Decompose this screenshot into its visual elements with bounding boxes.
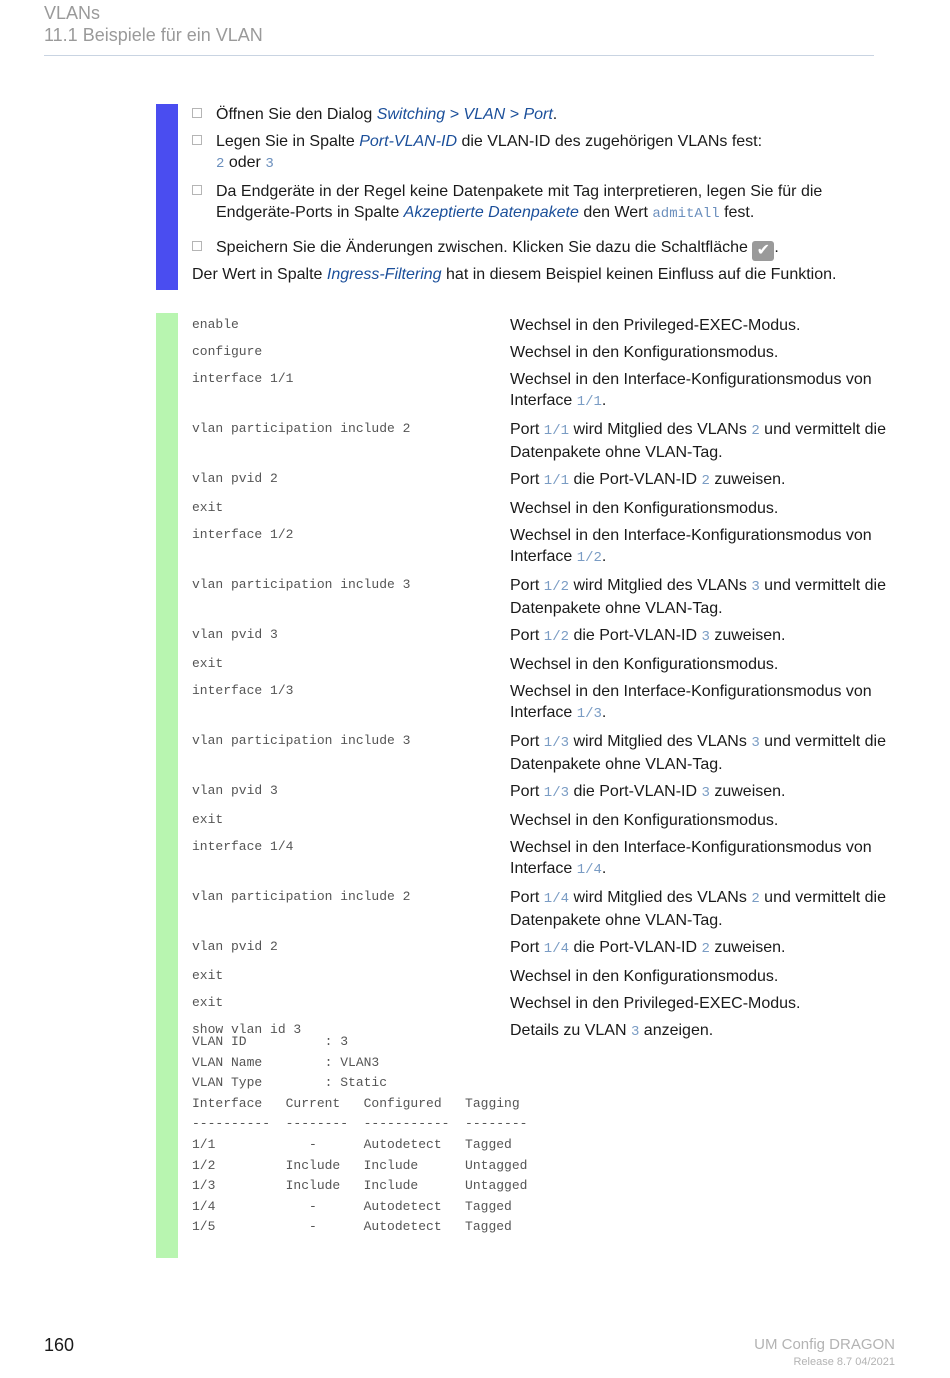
description-text: zuweisen. [709,783,786,800]
cli-command: vlan pvid 2 [192,939,278,954]
step-text: Öffnen Sie den Dialog [216,106,377,123]
description-text: . [601,548,607,565]
cli-description [510,315,892,342]
description-text: Wechsel in den Interface-Konfigurationsmodus von Interface [510,839,872,877]
cli-command: interface 1/2 [192,527,294,542]
step-text: Legen Sie in Spalte [216,133,360,150]
checkbox-icon [192,135,202,145]
description-text: Port [510,421,544,438]
description-text: wird Mitglied des VLANs [569,889,752,906]
header-rule [44,55,874,56]
checkbox-icon [192,185,202,195]
step-text: Da Endgeräte in der Regel keine Datenpakete mit Tag interpretieren, legen Sie für die Endgeräte-Ports in Spalte [216,183,823,221]
description-text: Details zu VLAN [510,1022,631,1039]
output-line: 1/3 Include Include Untagged [192,1178,528,1194]
header-section: 11.1 Beispiele für ein VLAN [44,25,263,45]
inline-value: 1/3 [576,706,602,722]
cli-description [510,731,892,781]
release-info: Release 8.7 04/2021 [793,1356,895,1368]
cli-output [192,1032,527,1238]
inline-value: 2 [701,941,710,957]
document-title: UM Config DRAGON [754,1336,895,1353]
cli-description [510,654,892,681]
cli-description [510,419,892,469]
cli-row [192,810,892,837]
cli-row [192,887,892,937]
note-text: hat in diesem Beispiel keinen Einfluss auf die Funktion. [441,266,837,283]
description-text: zuweisen. [709,627,786,644]
output-line: VLAN ID : 3 [192,1034,349,1049]
step-text: . [774,239,779,256]
cli-row [192,781,892,810]
note-text: Der Wert in Spalte [192,266,327,283]
cli-row [192,342,892,369]
description-text: wird Mitglied des VLANs [569,577,752,594]
cli-block-marker [156,313,178,1258]
inline-value: 1/2 [576,550,602,566]
cli-description [510,342,892,369]
output-line: Interface Current Configured Tagging [192,1095,520,1111]
description-text: wird Mitglied des VLANs [569,733,752,750]
cli-command: vlan pvid 3 [192,627,278,642]
cli-command: exit [192,995,224,1010]
cli-row [192,469,892,498]
cli-row [192,731,892,781]
description-text: Port [510,577,544,594]
inline-value: 1/2 [543,629,570,645]
cli-row [192,498,892,525]
cli-row [192,525,892,575]
description-text: Wechsel in den Interface-Konfigurationsmodus von Interface [510,683,872,721]
cli-description [510,966,892,993]
inline-value: 1/4 [543,941,570,957]
cli-command: exit [192,968,224,983]
output-line: ---------- -------- ----------- -------- [192,1116,528,1132]
dialog-path: Switching > VLAN > Port [376,106,553,123]
inline-value: 1/1 [576,394,602,410]
ingress-filtering-note [192,264,836,285]
cli-row [192,575,892,625]
cli-description [510,993,892,1020]
description-text: zuweisen. [709,471,786,488]
cli-command: exit [192,500,224,515]
step-open-dialog [192,104,892,125]
description-text: Wechsel in den Konfigurationsmodus. [510,656,779,673]
cli-command: vlan pvid 2 [192,471,278,486]
cli-description [510,625,892,654]
instruction-block-marker [156,104,178,290]
cli-row [192,369,892,419]
cli-command: vlan participation include 3 [192,733,411,748]
cli-command: interface 1/4 [192,839,294,854]
checkbox-icon [192,108,202,118]
cli-command: vlan participation include 3 [192,577,411,592]
step-text: . [552,106,558,123]
cli-description [510,937,892,966]
description-text: die Port-VLAN-ID [569,783,702,800]
checkbox-icon [192,241,202,251]
cli-description [510,681,892,731]
step-text: oder [224,154,266,171]
step-set-pvid [192,131,892,175]
description-text: Port [510,783,544,800]
vlan-value: 3 [265,156,274,172]
description-text: und vermittelt die Datenpakete ohne VLAN-Tag. [510,577,886,617]
cli-command: configure [192,344,263,359]
step-text: die VLAN-ID des zugehörigen VLANs fest: [457,133,763,150]
description-text: die Port-VLAN-ID [569,627,702,644]
column-name: Ingress-Filtering [326,266,442,283]
inline-value: 1/1 [543,473,570,489]
cli-description [510,837,892,887]
description-text: anzeigen. [639,1022,714,1039]
step-text: den Wert [578,204,653,221]
column-name: Port-VLAN-ID [359,133,458,150]
description-text: Wechsel in den Privileged-EXEC-Modus. [510,995,801,1012]
step-save [192,237,892,261]
description-text: Wechsel in den Interface-Konfigurationsmodus von Interface [510,371,872,409]
description-text: die Port-VLAN-ID [569,939,702,956]
step-text: fest. [719,204,755,221]
cli-command: vlan participation include 2 [192,421,411,436]
cli-row [192,937,892,966]
cli-command: vlan participation include 2 [192,889,411,904]
description-text: Port [510,471,544,488]
step-text: Speichern Sie die Änderungen zwischen. Klicken Sie dazu die Schaltfläche [216,239,753,256]
cli-description [510,498,892,525]
cli-command: exit [192,812,224,827]
cli-row [192,419,892,469]
cli-description [510,781,892,810]
inline-value: 1/3 [543,785,570,801]
description-text: Wechsel in den Konfigurationsmodus. [510,344,779,361]
description-text: und vermittelt die Datenpakete ohne VLAN-Tag. [510,421,886,461]
cli-description [510,575,892,625]
inline-value: 1/2 [543,579,570,595]
description-text: . [601,860,607,877]
inline-value: 2 [751,891,760,907]
description-text: Wechsel in den Konfigurationsmodus. [510,812,779,829]
cli-command: enable [192,317,239,332]
description-text: und vermittelt die Datenpakete ohne VLAN-Tag. [510,733,886,773]
cli-row [192,993,892,1020]
inline-value: 1/4 [576,862,602,878]
inline-value: 3 [701,785,710,801]
output-line: 1/2 Include Include Untagged [192,1157,528,1173]
page-number: 160 [44,1335,75,1355]
inline-value: 1/4 [543,891,570,907]
cli-description [510,525,892,575]
inline-value: 3 [751,735,760,751]
inline-value: 3 [751,579,760,595]
description-text: Port [510,939,544,956]
cli-description [510,887,892,937]
checkmark-save-icon: ✔ [752,241,774,261]
description-text: Wechsel in den Interface-Konfigurationsmodus von Interface [510,527,872,565]
cli-description [510,1020,892,1049]
instruction-steps [192,104,892,267]
description-text: Port [510,733,544,750]
description-text: wird Mitglied des VLANs [569,421,752,438]
vlan-value: 2 [216,156,225,172]
output-line: 1/1 - Autodetect Tagged [192,1136,512,1152]
description-text: Port [510,627,544,644]
cli-command: interface 1/3 [192,683,294,698]
cli-description [510,469,892,498]
cli-command: exit [192,656,224,671]
description-text: . [601,392,607,409]
header-chapter: VLANs [44,3,101,23]
inline-value: 3 [701,629,710,645]
inline-value: 1/1 [543,423,570,439]
column-name: Akzeptierte Datenpakete [403,204,579,221]
output-line: 1/4 - Autodetect Tagged [192,1198,512,1214]
cli-description [510,810,892,837]
step-accepted-frames [192,181,892,225]
cli-row [192,315,892,342]
cli-command: show vlan id 3 [192,1022,302,1037]
description-text: . [601,704,607,721]
running-header [44,2,263,46]
cli-row [192,966,892,993]
inline-value: 2 [701,473,710,489]
output-line: VLAN Type : Static [192,1075,388,1091]
inline-value: 2 [751,423,760,439]
inline-value: 1/3 [543,735,570,751]
description-text: zuweisen. [709,939,786,956]
cli-row [192,837,892,887]
description-text: Port [510,889,544,906]
cli-command: vlan pvid 3 [192,783,278,798]
description-text: Wechsel in den Konfigurationsmodus. [510,968,779,985]
description-text: Wechsel in den Privileged-EXEC-Modus. [510,317,801,334]
description-text: die Port-VLAN-ID [569,471,702,488]
code-value: admitAll [652,206,720,222]
cli-row [192,625,892,654]
cli-command: interface 1/1 [192,371,294,386]
cli-command-table [192,315,892,1049]
description-text: Wechsel in den Konfigurationsmodus. [510,500,779,517]
inline-value: 3 [630,1024,640,1040]
output-line: 1/5 - Autodetect Tagged [192,1219,512,1235]
cli-row [192,681,892,731]
cli-description [510,369,892,419]
cli-row [192,654,892,681]
description-text: und vermittelt die Datenpakete ohne VLAN-Tag. [510,889,886,929]
output-line: VLAN Name : VLAN3 [192,1054,380,1070]
